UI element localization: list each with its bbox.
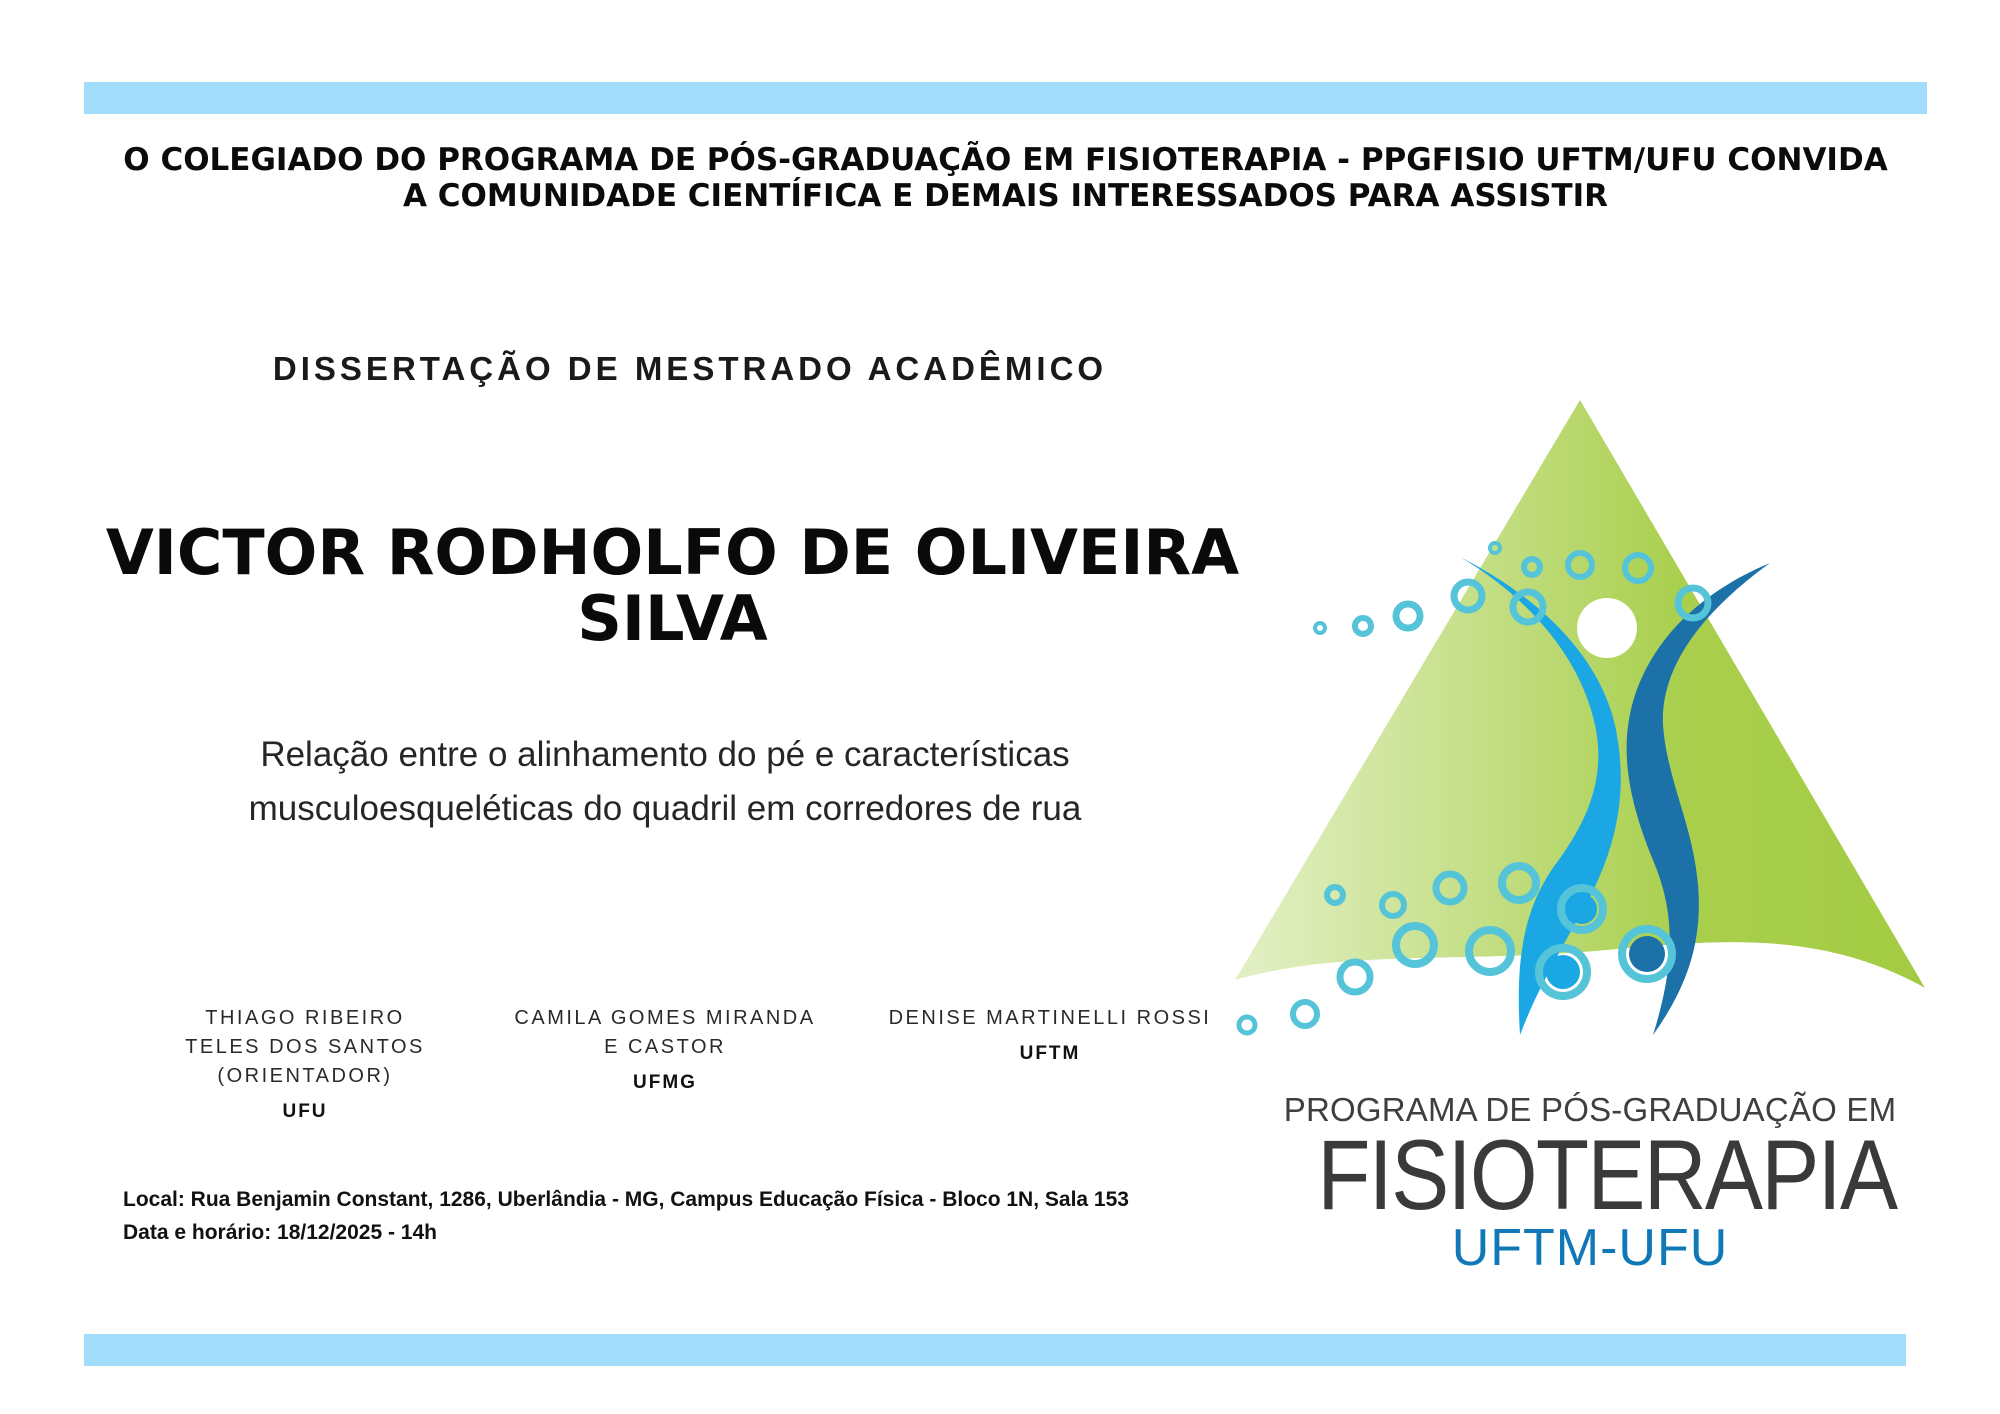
committee-member-advisor <box>170 1004 440 1123</box>
document-type: DISSERTAÇÃO DE MESTRADO ACADÊMICO <box>272 350 1108 387</box>
thesis-title-line-1: Relação entre o alinhamento do pé e características <box>260 735 1070 774</box>
thesis-title <box>120 728 1210 836</box>
logo-program-line: PROGRAMA DE PÓS-GRADUAÇÃO EM <box>1283 1091 1897 1128</box>
committee-member-name <box>880 1004 1220 1033</box>
event-info <box>123 1183 1129 1249</box>
candidate-name-line-1: VICTOR RODHOLFO DE OLIVEIRA <box>105 516 1240 589</box>
candidate-name <box>100 516 1245 655</box>
top-accent-bar <box>84 82 1927 114</box>
committee-member-3 <box>880 1004 1220 1065</box>
program-logo-icon <box>1235 395 1935 1080</box>
logo-wave <box>1235 942 1925 1080</box>
bottom-accent-bar <box>84 1334 1906 1366</box>
logo-uftm-ufu: UFTM-UFU <box>1451 1219 1729 1277</box>
logo-fisioterapia: FISIOTERAPIA <box>1317 1119 1897 1230</box>
committee-member-institution: UFU <box>282 1101 328 1122</box>
event-datetime: Data e horário: 18/12/2025 - 14h <box>123 1221 437 1244</box>
name-line: DENISE MARTINELLI ROSSI <box>888 1007 1212 1029</box>
name-line: TELES DOS SANTOS <box>185 1036 425 1058</box>
name-line: (ORIENTADOR) <box>217 1065 393 1087</box>
name-line: CAMILA GOMES MIRANDA <box>514 1007 816 1029</box>
committee-member-institution: UFMG <box>633 1072 697 1093</box>
invitation-line-2: A COMUNIDADE CIENTÍFICA E DEMAIS INTERESSADOS PARA ASSISTIR <box>402 178 1608 214</box>
event-location: Local: Rua Benjamin Constant, 1286, Uberlândia - MG, Campus Educação Física - Bloco 1N, Sala 153 <box>123 1188 1129 1211</box>
thesis-title-line-2: musculoesqueléticas do quadril em corredores de rua <box>248 789 1082 828</box>
name-line: E CASTOR <box>604 1036 726 1058</box>
candidate-name-line-2: SILVA <box>577 582 768 655</box>
committee-member-name <box>500 1004 830 1062</box>
invitation-line-1: O COLEGIADO DO PROGRAMA DE PÓS-GRADUAÇÃO EM FISIOTERAPIA - PPGFISIO UFTM/UFU CONVIDA <box>123 142 1888 178</box>
program-logo-text <box>1280 1090 1900 1276</box>
invitation-header <box>84 142 1927 214</box>
committee-member-institution: UFTM <box>1019 1043 1081 1064</box>
committee-member-name <box>170 1004 440 1091</box>
name-line: THIAGO RIBEIRO <box>205 1007 405 1029</box>
committee-member-2 <box>500 1004 830 1094</box>
